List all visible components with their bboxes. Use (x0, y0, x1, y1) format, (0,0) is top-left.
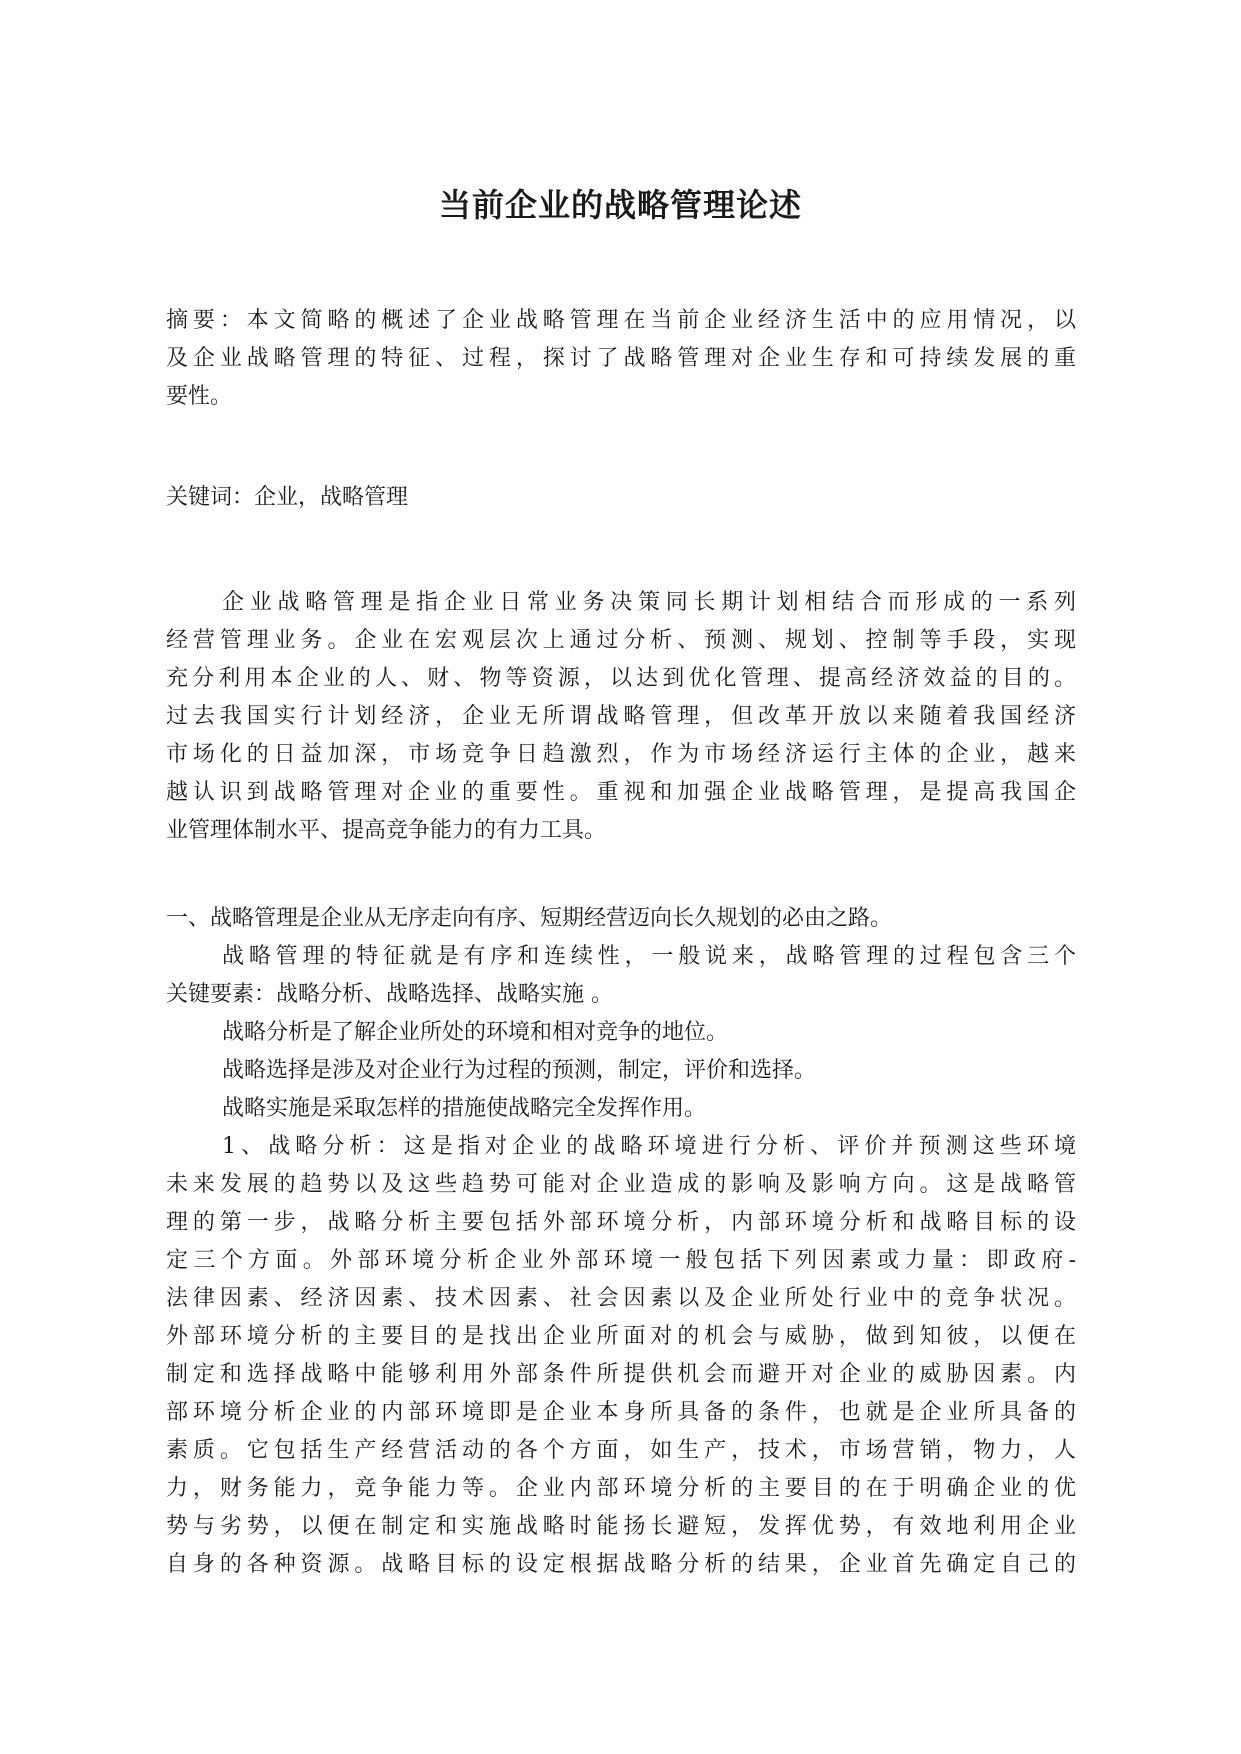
intro-line: 越认识到战略管理对企业的重要性。重视和加强企业战略管理，是提高我国企 (166, 780, 1076, 805)
section-paragraph-line: 自身的各种资源。战略目标的设定根据战略分析的结果，企业首先确定自己的 (166, 1552, 1076, 1577)
keywords-paragraph (166, 479, 1076, 517)
section-paragraph-line: 素质。它包括生产经营活动的各个方面，如生产，技术，市场营销，物力，人 (166, 1438, 1076, 1463)
section-paragraph-line: 理的第一步，战略分析主要包括外部环境分析，内部环境分析和战略目标的设 (166, 1210, 1076, 1235)
intro-line: 过去我国实行计划经济，企业无所谓战略管理，但改革开放以来随着我国经济 (166, 704, 1076, 729)
section-paragraph-line: 1、战略分析：这是指对企业的战略环境进行分析、评价并预测这些环境 (222, 1134, 1076, 1159)
section-paragraph-line: 外部环境分析的主要目的是找出企业所面对的机会与威胁，做到知彼，以便在 (166, 1324, 1076, 1349)
intro-line: 企业战略管理是指企业日常业务决策同长期计划相结合而形成的一系列 (222, 590, 1076, 615)
section-paragraph-line: 战略管理的特征就是有序和连续性，一般说来，战略管理的过程包含三个 (222, 944, 1076, 969)
abstract-paragraph (166, 302, 1076, 416)
intro-line: 充分利用本企业的人、财、物等资源，以达到优化管理、提高经济效益的目的。 (166, 666, 1076, 691)
section-paragraph-line: 力，财务能力，竞争能力等。企业内部环境分析的主要目的在于明确企业的优 (166, 1476, 1076, 1501)
section-paragraph-line: 战略分析是了解企业所处的环境和相对竞争的地位。 (222, 1020, 729, 1045)
section-paragraph-line: 势与劣势，以便在制定和实施战略时能扬长避短，发挥优势，有效地利用企业 (166, 1514, 1076, 1539)
section-paragraph-line: 未来发展的趋势以及这些趋势可能对企业造成的影响及影响方向。这是战略管 (166, 1172, 1076, 1197)
section-paragraph-line: 关键要素：战略分析、战略选择、战略实施 。 (166, 982, 613, 1007)
abstract-line: 及企业战略管理的特征、过程，探讨了战略管理对企业生存和可持续发展的重 (166, 346, 1076, 371)
abstract-line: 摘要：本文简略的概述了企业战略管理在当前企业经济生活中的应用情况，以 (166, 308, 1076, 333)
intro-line: 业管理体制水平、提高竞争能力的有力工具。 (166, 818, 607, 843)
document-title: 当前企业的战略管理论述 (438, 186, 802, 224)
section-paragraph-line: 定三个方面。外部环境分析企业外部环境一般包括下列因素或力量：即政府- (166, 1248, 1076, 1273)
keywords-line: 关键词：企业，战略管理 (166, 485, 409, 510)
section-paragraph-line: 法律因素、经济因素、技术因素、社会因素以及企业所处行业中的竞争状况。 (166, 1286, 1076, 1311)
intro-paragraph (166, 584, 1076, 850)
section-paragraph-line: 部环境分析企业的内部环境即是企业本身所具备的条件，也就是企业所具备的 (166, 1400, 1076, 1425)
section-heading: 一、战略管理是企业从无序走向有序、短期经营迈向长久规划的必由之路。 (166, 906, 893, 931)
intro-line: 经营管理业务。企业在宏观层次上通过分析、预测、规划、控制等手段，实现 (166, 628, 1076, 653)
section-paragraph-line: 制定和选择战略中能够利用外部条件所提供机会而避开对企业的威胁因素。内 (166, 1362, 1076, 1387)
section-paragraph-line: 战略选择是涉及对企业行为过程的预测，制定，评价和选择。 (222, 1058, 817, 1083)
intro-line: 市场化的日益加深，市场竞争日趋激烈，作为市场经济运行主体的企业，越来 (166, 742, 1076, 767)
section-one (166, 900, 1076, 1584)
section-paragraph-line: 战略实施是采取怎样的措施使战略完全发挥作用。 (222, 1096, 707, 1121)
abstract-line: 要性。 (166, 384, 233, 409)
